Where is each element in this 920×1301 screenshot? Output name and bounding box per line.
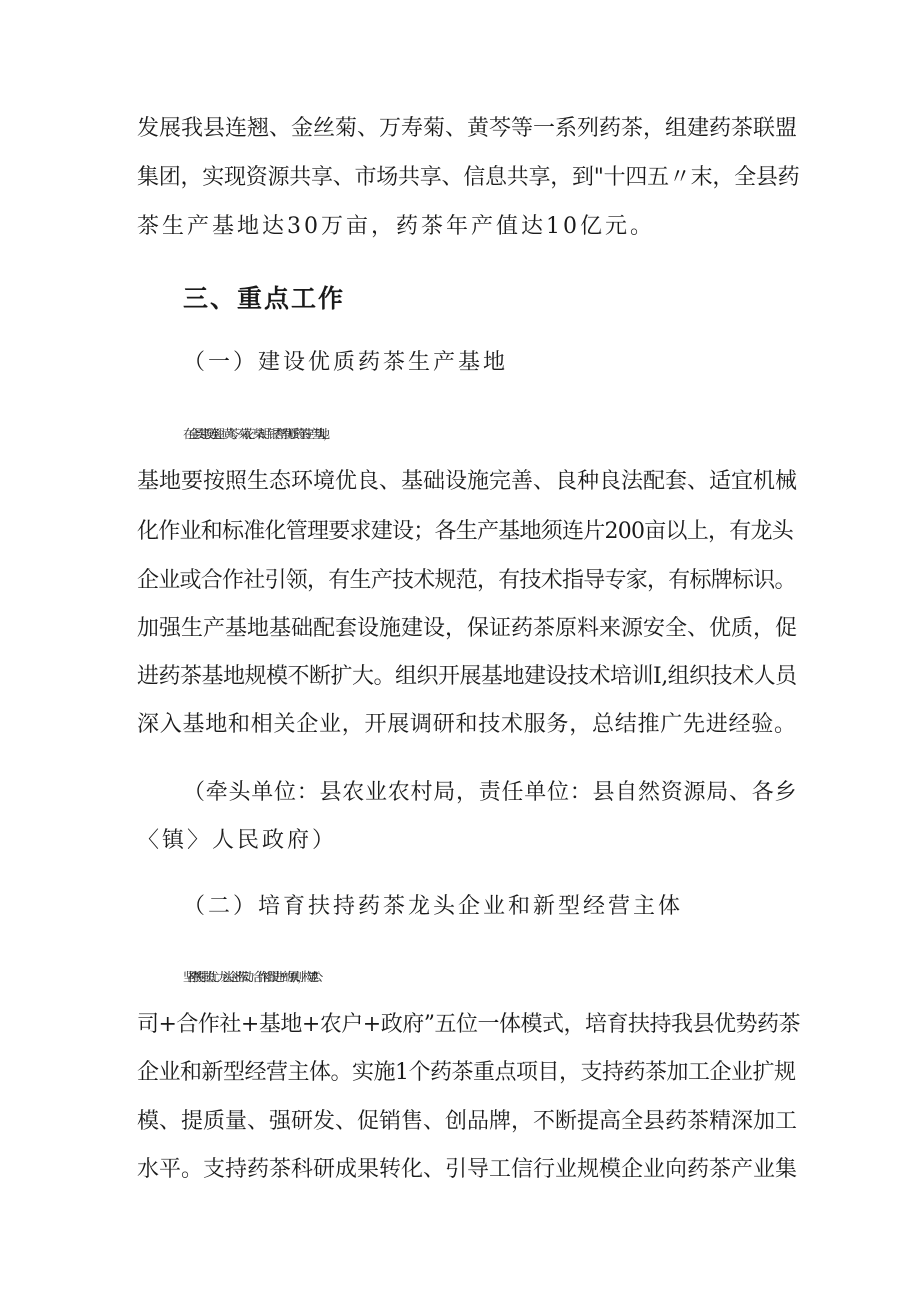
subsection-1-line-2: 基地要按照生态环境优良、基础设施完善、良种良法配套、适宜机械 (137, 469, 798, 494)
subsection-2-line-1: 坚持“扶强扶优、龙头企业带动、合作社跟进〃的原则，构建“公 (183, 970, 317, 984)
responsibility-line-2: 〈镇〉人民政府） (137, 828, 338, 853)
subsection-1-line-5: 加强生产基地基础配套设施建设，保证药茶原料来源安全、优质，促 (137, 616, 798, 641)
subsection-1-line-1: 在全县建设连翘、黄芩、菊花、柴胡、银杏等优质药茶生产基地， (183, 427, 329, 441)
subsection-2-line-3: 企业和新型经营主体。实施1个药茶重点项目，支持药茶加工企业扩规 (137, 1060, 796, 1085)
subsection-1-title: （一）建设优质药茶生产基地 (183, 350, 509, 375)
intro-line-3: 茶生产基地达30万亩，药茶年产值达10亿元。 (137, 214, 655, 239)
section-heading: 三、重点工作 (183, 284, 346, 313)
subsection-1-line-7: 深入基地和相关企业，开展调研和技术服务，总结推广先进经验。 (137, 712, 797, 737)
subsection-2-line-2: 司+合作社+基地+农户+政府”五位一体模式，培育扶持我县优势药茶 (137, 1012, 800, 1037)
intro-line-2: 集团，实现资源共享、市场共享、信息共享，到"十四五〃末，全县药 (137, 165, 800, 190)
subsection-2-line-5: 水平。支持药茶科研成果转化、引导工信行业规模企业向药茶产业集 (137, 1157, 798, 1182)
subsection-2-line-4: 模、提质量、强研发、促销售、创品牌，不断提高全县药茶精深加工 (137, 1109, 798, 1134)
intro-line-1: 发展我县连翘、金丝菊、万寿菊、黄芩等一系列药茶，组建药茶联盟 (137, 116, 798, 141)
subsection-2-title: （二）培育扶持药茶龙头企业和新型经营主体 (183, 894, 684, 919)
subsection-1-line-6: 进药茶基地规模不断扩大。组织开展基地建设技术培训I,组织技术人员 (137, 664, 797, 689)
subsection-1-line-3: 化作业和标准化管理要求建设；各生产基地须连片200亩以上，有龙头 (137, 519, 793, 544)
subsection-1-line-4: 企业或合作社引领，有生产技术规范，有技术指导专家，有标牌标识。 (137, 568, 796, 593)
responsibility-line-1: （牵头单位：县农业农村局，责任单位：县自然资源局、各乡 (183, 780, 798, 805)
